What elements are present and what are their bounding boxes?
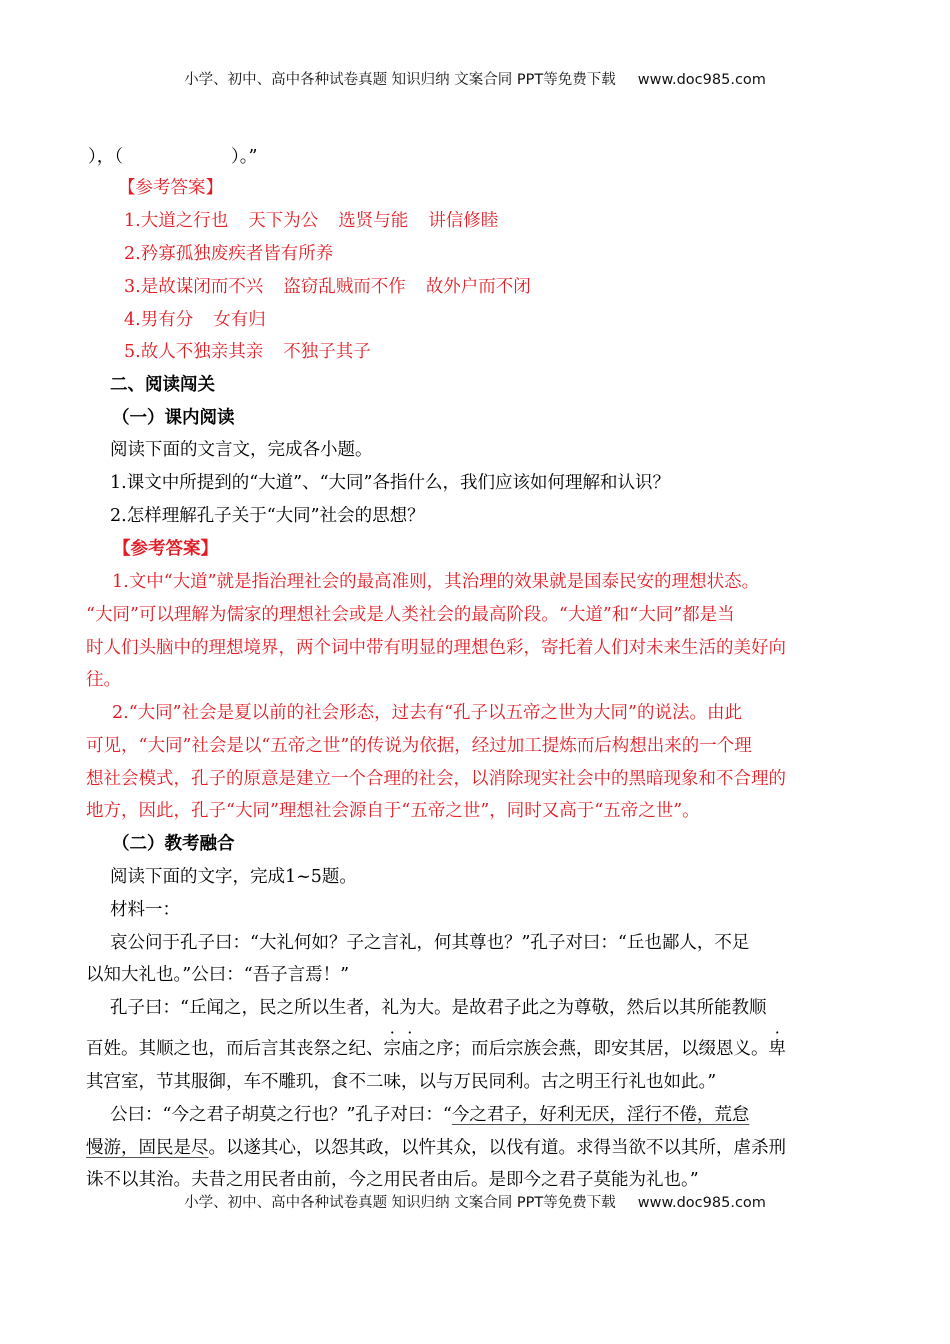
material-para3-line: 公曰：“今之君子胡莫之行也？”孔子对曰：“今之君子，好利无厌，淫行不倦，荒怠 <box>110 1105 750 1125</box>
underlined-text: 今之君子，好利无厌，淫行不倦，荒怠 <box>451 1105 750 1125</box>
footer-url: www.doc985.com <box>637 1195 766 1211</box>
sub1-answer-line: 1.文中“大道”就是指治理社会的最高准则，其治理的效果就是国泰民安的理想状态。 <box>112 572 760 592</box>
header-text: 小学、初中、高中各种试卷真题 知识归纳 文案合同 PPT等免费下载 <box>184 72 616 88</box>
emphasis-dot-char: 宗 <box>383 1039 401 1059</box>
sub1-question-1: 1.课文中所提到的“大道”、“大同”各指什么，我们应该如何理解和认识？ <box>110 473 670 493</box>
top-fragment: ），（ ）。” <box>88 147 258 167</box>
material-para1-line: 哀公问于孔子曰：“大礼何如？子之言礼，何其尊也？”孔子对曰：“丘也鄙人，不足 <box>110 933 750 953</box>
footer-text: 小学、初中、高中各种试卷真题 知识归纳 文案合同 PPT等免费下载 <box>184 1195 616 1211</box>
emphasis-dot-char: 卑 <box>768 1039 786 1059</box>
answer1-item-4: 4.男有分 女有归 <box>124 310 266 330</box>
sub2-title: （二）教考融合 <box>112 834 235 854</box>
answer1-item-3: 3.是故谋闭而不兴 盗窃乱贼而不作 故外户而不闭 <box>124 277 531 297</box>
material-para3-line: 慢游，固民是尽。以遂其心，以怨其政，以忤其众，以伐有道。求得当欲不以其所，虐杀刑 <box>86 1138 786 1158</box>
sub1-answer-title: 【参考答案】 <box>113 539 218 559</box>
material-para1-line: 以知大礼也。”公曰：“吾子言焉！” <box>86 965 350 985</box>
material-para2-line: 百姓。其顺之也，而后言其丧祭之纪、宗庙之序；而后宗族会燕，即安其居，以缀恩义。卑 <box>86 1039 786 1059</box>
sub1-answer-line: 地方，因此，孔子“大同”理想社会源自于“五帝之世”，同时又高于“五帝之世”。 <box>86 801 700 821</box>
material-para2-line: 其宫室，节其服御，车不雕玑，食不二味，以与万民同利。古之明王行礼也如此。” <box>86 1072 717 1092</box>
material-para3-line: 诛不以其治。夫昔之用民者由前，今之用民者由后。是即今之君子莫能为礼也。” <box>86 1170 699 1190</box>
sub1-answer-line: 往。 <box>86 670 121 690</box>
sub1-title: （一）课内阅读 <box>112 408 235 428</box>
section2-title: 二、阅读闯关 <box>110 375 215 395</box>
underlined-text: 慢游，固民是尽 <box>86 1138 209 1158</box>
emphasis-dot-char: 庙 <box>401 1039 419 1059</box>
sub1-intro: 阅读下面的文言文，完成各小题。 <box>110 440 373 460</box>
sub1-answer-line: 想社会模式，孔子的原意是建立一个合理的社会，以消除现实社会中的黑暗现象和不合理的 <box>86 769 786 789</box>
page-header <box>0 68 950 89</box>
answer1-item-2: 2.矜寡孤独废疾者皆有所养 <box>124 244 334 264</box>
answer1-title: 【参考答案】 <box>118 178 223 198</box>
header-url: www.doc985.com <box>637 72 766 88</box>
sub1-answer-line: 2.“大同”社会是夏以前的社会形态，过去有“孔子以五帝之世为大同”的说法。由此 <box>112 703 742 723</box>
sub1-answer-line: 时人们头脑中的理想境界，两个词中带有明显的理想色彩，寄托着人们对未来生活的美好向 <box>86 638 786 658</box>
sub2-intro: 阅读下面的文字，完成1~5题。 <box>110 867 357 887</box>
page-footer <box>0 1191 950 1212</box>
answer1-item-1: 1.大道之行也 天下为公 选贤与能 讲信修睦 <box>124 211 499 231</box>
sub1-answer-line: 可见，“大同”社会是以“五帝之世”的传说为依据，经过加工提炼而后构想出来的一个理 <box>86 736 752 756</box>
material-label: 材料一： <box>110 900 180 920</box>
sub1-answer-line: “大同”可以理解为儒家的理想社会或是人类社会的最高阶段。“大道”和“大同”都是当 <box>86 605 735 625</box>
answer1-item-5: 5.故人不独亲其亲 不独子其子 <box>124 342 371 362</box>
material-para2-line: 孔子曰：“丘闻之，民之所以生者，礼为大。是故君子此之为尊敬，然后以其所能教顺 <box>110 998 767 1018</box>
sub1-question-2: 2.怎样理解孔子关于“大同”社会的思想？ <box>110 506 425 526</box>
